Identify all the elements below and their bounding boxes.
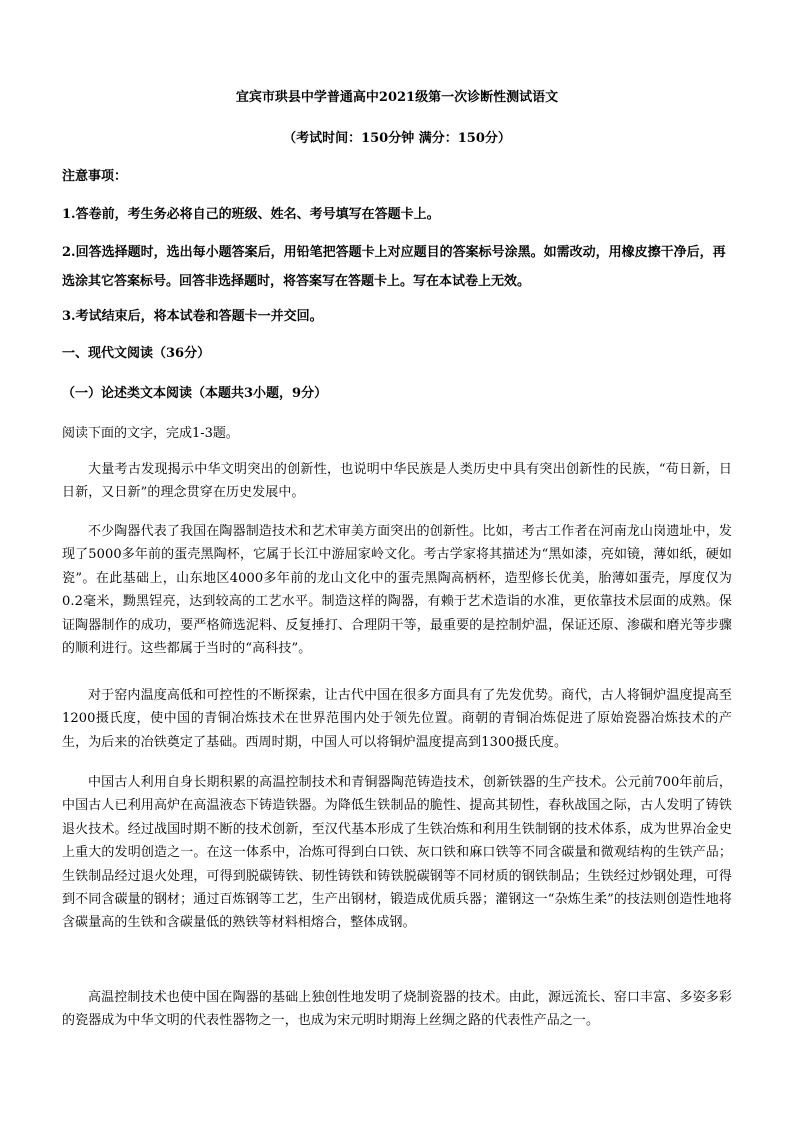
exam-subtitle: （考试时间：150分钟 满分：150分） [283,131,511,146]
exam-title: 宜宾市珙县中学普通高中2021级第一次诊断性测试语文 [235,90,559,105]
paragraph-4: 中国古人利用自身长期积累的高温控制技术和青铜器陶范铸造技术，创新铁器的生产技术。公元前700年前后，中国古人已利用高炉在高温液态下铸造铁器。为降低生铁制品的脆性、提高其韧性，春秋战国之际，古人发明了铸铁退火技术。经过战国时期不断的技术创新，至汉代基本形成了生铁冶炼和利用生铁制钢的技术体系，成为世界冶金史上重大的发明创造之一。在这一体系中，冶炼可得到白口铁、灰口铁和麻口铁等不同含碳量和微观结构的生铁产品；生铁制品经过退火处理，可得到脱碳铸铁、韧性铸铁和铸铁脱碳钢等不同材质的钢铁制品；生铁经过炒钢处理，可得到不同含碳量的钢材；通过百炼钢等工艺，生产出钢材，锻造成优质兵器；灌钢这一“杂炼生柔”的技法则创造性地将含碳量高的生铁和含碳量低的熟铁等材料相熔合，整体成钢。 [62,775,732,931]
paragraph-1: 大量考古发现揭示中华文明突出的创新性，也说明中华民族是人类历史中具有突出创新性的民族，“苟日新，日日新，又日新”的理念贯穿在历史发展中。 [62,462,732,501]
paragraph-5: 高温控制技术也使中国在陶器的基础上独创性地发明了烧制瓷器的技术。由此，源远流长、窑口丰富、多姿多彩的瓷器成为中华文明的代表性器物之一，也成为宋元明时期海上丝绸之路的代表性产品之一。 [62,990,732,1029]
notice-item-2: 2.回答选择题时，选出每小题答案后，用铅笔把答题卡上对应题目的答案标号涂黑。如需改动，用橡皮擦干净后，再选涂其它答案标号。回答非选择题时，将答案写在答题卡上。写在本试卷上无效。 [62,245,726,289]
section-heading: 一、现代文阅读（36分） [62,346,211,361]
notice-heading: 注意事项： [62,169,128,184]
notice-item-1: 1.答卷前，考生务必将自己的班级、姓名、考号填写在答题卡上。 [62,207,440,222]
paragraph-3: 对于窑内温度高低和可控性的不断探索，让古代中国在很多方面具有了先发优势。商代，古人将铜炉温度提高至1200摄氏度，使中国的青铜冶炼技术在世界范围内处于领先位置。商朝的青铜冶炼促进了原始瓷器冶炼技术的产生，为后来的冶铁奠定了基础。西周时期，中国人可以将铜炉温度提高到1300摄氏度。 [62,688,732,750]
paragraph-2: 不少陶器代表了我国在陶器制造技术和艺术审美方面突出的创新性。比如，考古工作者在河南龙山岗遗址中，发现了5000多年前的蛋壳黑陶杯，它属于长江中游屈家岭文化。考古学家将其描述为“黑如漆，亮如镜，薄如纸，硬如瓷”。在此基础上，山东地区4000多年前的龙山文化中的蛋壳黑陶高柄杯，造型修长优美，胎薄如蛋壳，厚度仅为0.2毫米，黝黑锃亮，达到较高的工艺水平。制造这样的陶器，有赖于艺术造诣的水准，更依靠技术层面的成熟。保证陶器制作的成功，要严格筛选泥料、反复捶打、合理阴干等，最重要的是控制炉温，保证还原、渗碳和磨光等步骤的顺利进行。这些都属于当时的“高科技”。 [62,524,732,657]
reading-instruction: 阅读下面的文字，完成1-3题。 [62,426,239,441]
notice-item-3: 3.考试结束后，将本试卷和答题卡一并交回。 [62,309,323,324]
subsection-heading: （一）论述类文本阅读（本题共3小题，9分） [62,386,328,401]
